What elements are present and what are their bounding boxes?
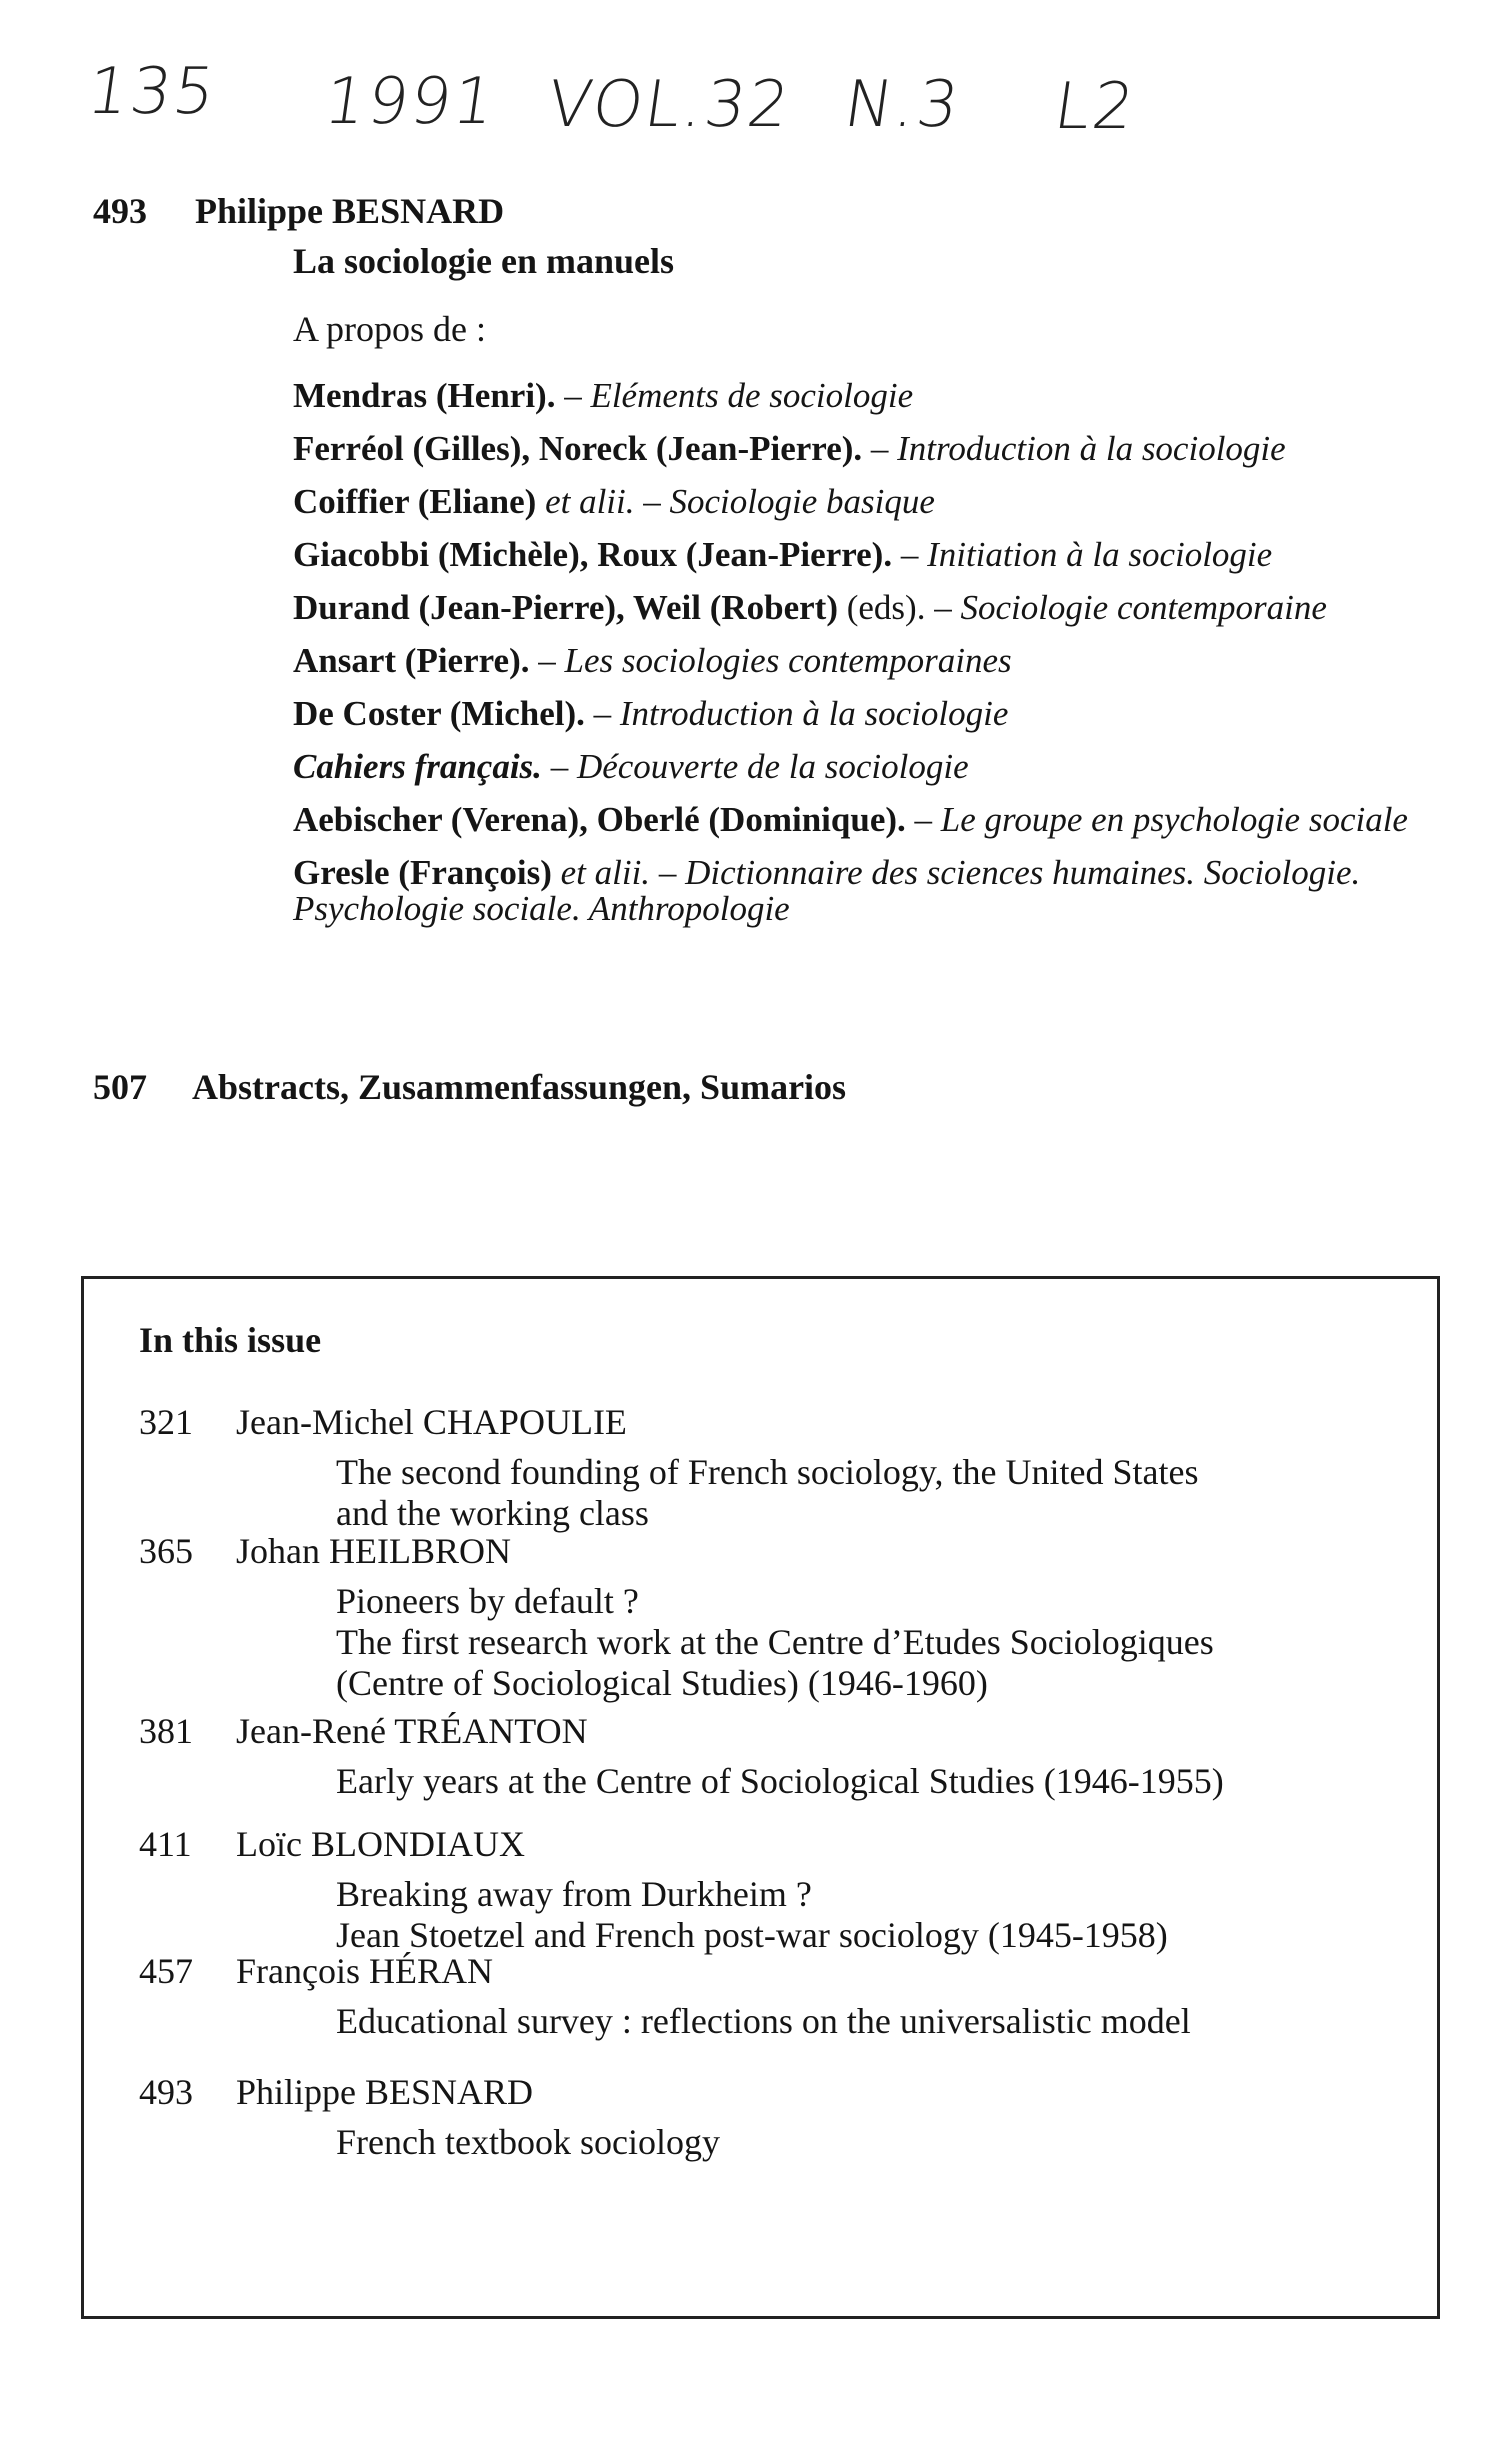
reference-extra: et alii. <box>545 482 635 521</box>
issue-item <box>139 1951 1419 2042</box>
box-heading: In this issue <box>139 1320 322 1360</box>
issue-title-line: The first research work at the Centre d’Etudes Sociologiques <box>336 1622 1214 1662</box>
handwritten-issue: N.3 <box>839 68 966 142</box>
issue-author: Jean-René TRÉANTON <box>236 1711 588 1751</box>
reference-extra: (eds). <box>846 588 926 627</box>
reference-item <box>293 855 1453 927</box>
reference-title: Introduction à la sociologie <box>619 694 1009 733</box>
reference-item <box>293 484 1453 520</box>
reference-authors: Mendras (Henri). <box>293 376 556 415</box>
reference-authors: Ferréol (Gilles), Noreck (Jean-Pierre). <box>293 429 863 468</box>
entry-author: Philippe BESNARD <box>195 191 505 231</box>
issue-author: Loïc BLONDIAUX <box>236 1824 525 1864</box>
abstracts-heading: Abstracts, Zusammenfassungen, Sumarios <box>192 1067 847 1107</box>
issue-title-line: Early years at the Centre of Sociological Studies (1946-1955) <box>336 1761 1224 1801</box>
separator: – <box>914 800 933 839</box>
issue-item <box>139 1824 1419 1956</box>
reference-item <box>293 431 1453 467</box>
issue-page-number: 381 <box>139 1711 193 1751</box>
reference-authors: Durand (Jean-Pierre), Weil (Robert) <box>293 588 838 627</box>
issue-title <box>336 1761 1416 1802</box>
issue-title-line: Educational survey : reflections on the universalistic model <box>336 2001 1191 2041</box>
issue-page-number: 321 <box>139 1402 193 1442</box>
entry-title: La sociologie en manuels <box>293 241 675 281</box>
reference-item <box>293 802 1453 838</box>
reference-authors: Gresle (François) <box>293 853 552 892</box>
issue-author: Johan HEILBRON <box>236 1531 511 1571</box>
separator: – <box>538 641 556 680</box>
issue-title-line: Jean Stoetzel and French post-war sociology (1945-1958) <box>336 1915 1168 1955</box>
issue-item <box>139 1402 1419 1534</box>
handwritten-year: 1991 <box>319 65 502 139</box>
in-this-issue-box <box>81 1276 1440 2319</box>
issue-page-number: 365 <box>139 1531 193 1571</box>
separator: – <box>900 535 919 574</box>
reference-authors: Coiffier (Eliane) <box>293 482 537 521</box>
issue-title <box>336 1452 1416 1534</box>
issue-page-number: 457 <box>139 1951 193 1991</box>
reference-title: Initiation à la sociologie <box>927 535 1273 574</box>
handwritten-mark: L2 <box>1049 70 1141 144</box>
issue-page-number: 411 <box>139 1824 192 1864</box>
reference-title: Sociologie basique <box>669 482 935 521</box>
about-label: A propos de : <box>293 309 486 349</box>
reference-item <box>293 696 1453 732</box>
issue-title <box>336 1581 1416 1704</box>
separator: – <box>870 429 889 468</box>
separator: – <box>593 694 612 733</box>
reference-title: Les sociologies contemporaines <box>564 641 1012 680</box>
issue-title <box>336 2001 1416 2042</box>
reference-authors: Ansart (Pierre). <box>293 641 530 680</box>
issue-title <box>336 1874 1416 1956</box>
issue-item <box>139 2072 1419 2163</box>
issue-item <box>139 1531 1419 1704</box>
reference-item <box>293 643 1453 679</box>
issue-title-line: The second founding of French sociology, the United States <box>336 1452 1199 1492</box>
reference-authors: Aebischer (Verena), Oberlé (Dominique). <box>293 800 906 839</box>
reference-authors: Cahiers français. <box>293 747 542 786</box>
issue-title-line: French textbook sociology <box>336 2122 720 2162</box>
reference-title: Eléments de sociologie <box>590 376 914 415</box>
issue-author: Philippe BESNARD <box>236 2072 534 2112</box>
separator: – <box>643 482 661 521</box>
entry-page-number: 507 <box>93 1067 147 1107</box>
reference-title: Sociologie contemporaine <box>960 588 1327 627</box>
issue-author: François HÉRAN <box>236 1951 493 1991</box>
reference-authors: De Coster (Michel). <box>293 694 585 733</box>
reference-title: Dictionnaire des sciences humaines. Sociologie. Psychologie sociale. Anthropologie <box>293 853 1361 928</box>
reference-title: Introduction à la sociologie <box>897 429 1286 468</box>
reference-extra: et alii. <box>560 853 651 892</box>
issue-title-line: Pioneers by default ? <box>336 1581 639 1621</box>
separator: – <box>550 747 569 786</box>
handwritten-volume: VOL.32 <box>542 68 796 142</box>
handwritten-number: 135 <box>82 55 222 129</box>
reference-item <box>293 590 1453 626</box>
reference-item <box>293 378 1453 414</box>
reference-authors: Giacobbi (Michèle), Roux (Jean-Pierre). <box>293 535 893 574</box>
separator: – <box>658 853 677 892</box>
issue-title <box>336 2122 1416 2163</box>
separator: – <box>564 376 582 415</box>
reference-item <box>293 537 1453 573</box>
issue-title-line: and the working class <box>336 1493 649 1533</box>
entry-page-number: 493 <box>93 191 147 231</box>
reference-item <box>293 749 1453 785</box>
reference-list <box>293 378 1453 944</box>
separator: – <box>934 588 952 627</box>
issue-author: Jean-Michel CHAPOULIE <box>236 1402 627 1442</box>
issue-title-line: Breaking away from Durkheim ? <box>336 1874 812 1914</box>
reference-title: Découverte de la sociologie <box>576 747 969 786</box>
reference-title: Le groupe en psychologie sociale <box>940 800 1408 839</box>
issue-page-number: 493 <box>139 2072 193 2112</box>
issue-item <box>139 1711 1419 1802</box>
issue-title-line: (Centre of Sociological Studies) (1946-1960) <box>336 1663 988 1703</box>
